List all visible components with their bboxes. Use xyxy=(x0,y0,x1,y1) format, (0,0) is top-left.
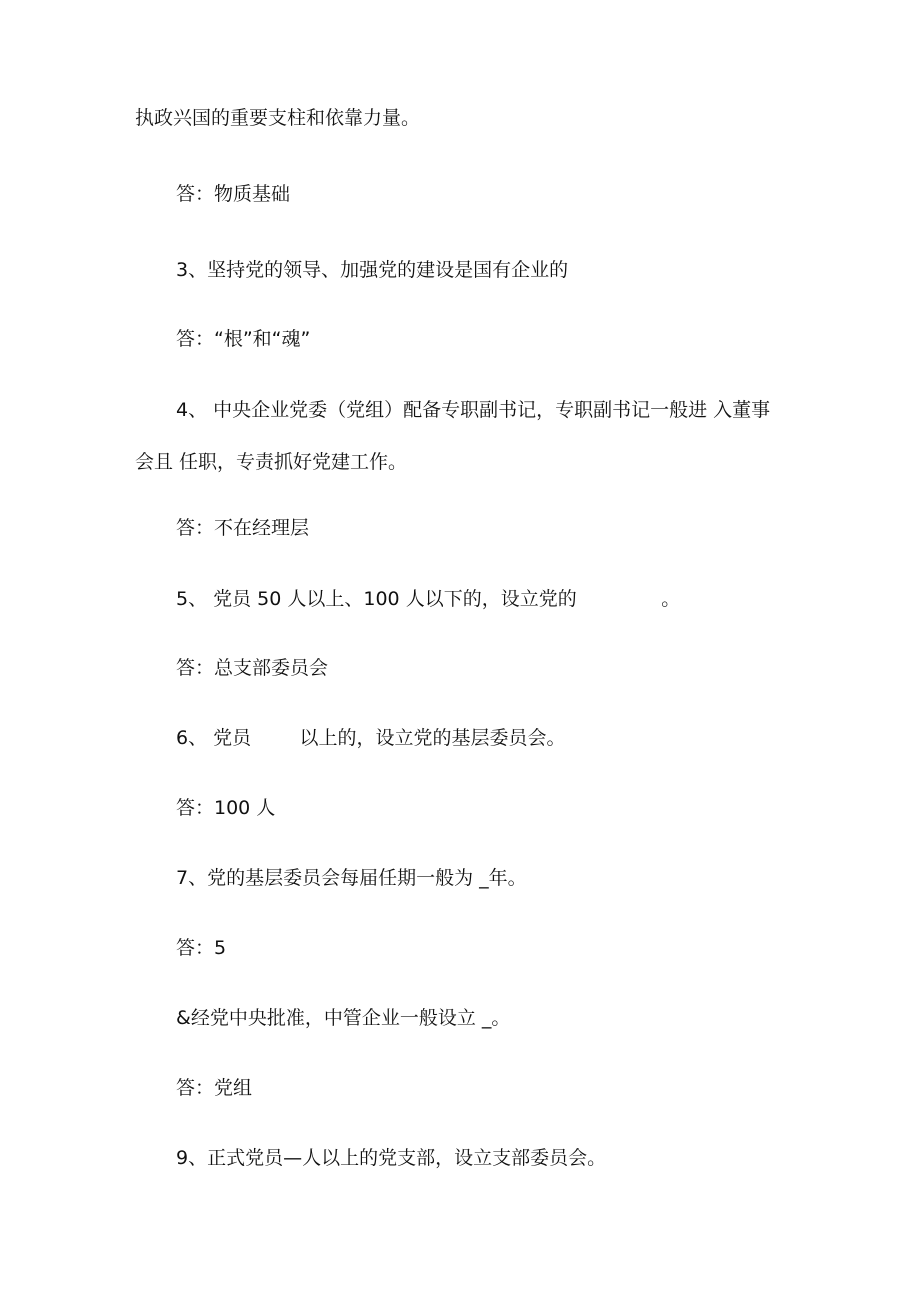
answer-line: 答：物质基础 xyxy=(176,183,291,205)
question-line: 7、党的基层委员会每届任期一般为 _年。 xyxy=(176,867,527,889)
question-line: 6、 党员 以上的，设立党的基层委员会。 xyxy=(176,727,566,749)
answer-line: 答：100 人 xyxy=(176,797,276,819)
answer-line: 答：不在经理层 xyxy=(176,517,310,539)
text-line: 执政兴国的重要支柱和依靠力量。 xyxy=(135,107,421,129)
answer-line: 答：5 xyxy=(176,937,227,959)
question-line: 4、 中央企业党委（党组）配备专职副书记，专职副书记一般进 入董事 xyxy=(176,399,771,421)
answer-line: 答：“根”和“魂” xyxy=(176,328,311,350)
question-line: 9、正式党员—人以上的党支部，设立支部委员会。 xyxy=(176,1147,607,1169)
question-line: &经党中央批准，中管企业一般设立 _。 xyxy=(176,1007,511,1029)
answer-line: 答：总支部委员会 xyxy=(176,657,329,679)
text-line: 会且 任职，专责抓好党建工作。 xyxy=(135,451,408,473)
question-line: 5、 党员 50 人以上、100 人以下的，设立党的 。 xyxy=(176,588,681,610)
answer-line: 答：党组 xyxy=(176,1077,253,1099)
question-line: 3、坚持党的领导、加强党的建设是国有企业的 xyxy=(176,259,569,281)
